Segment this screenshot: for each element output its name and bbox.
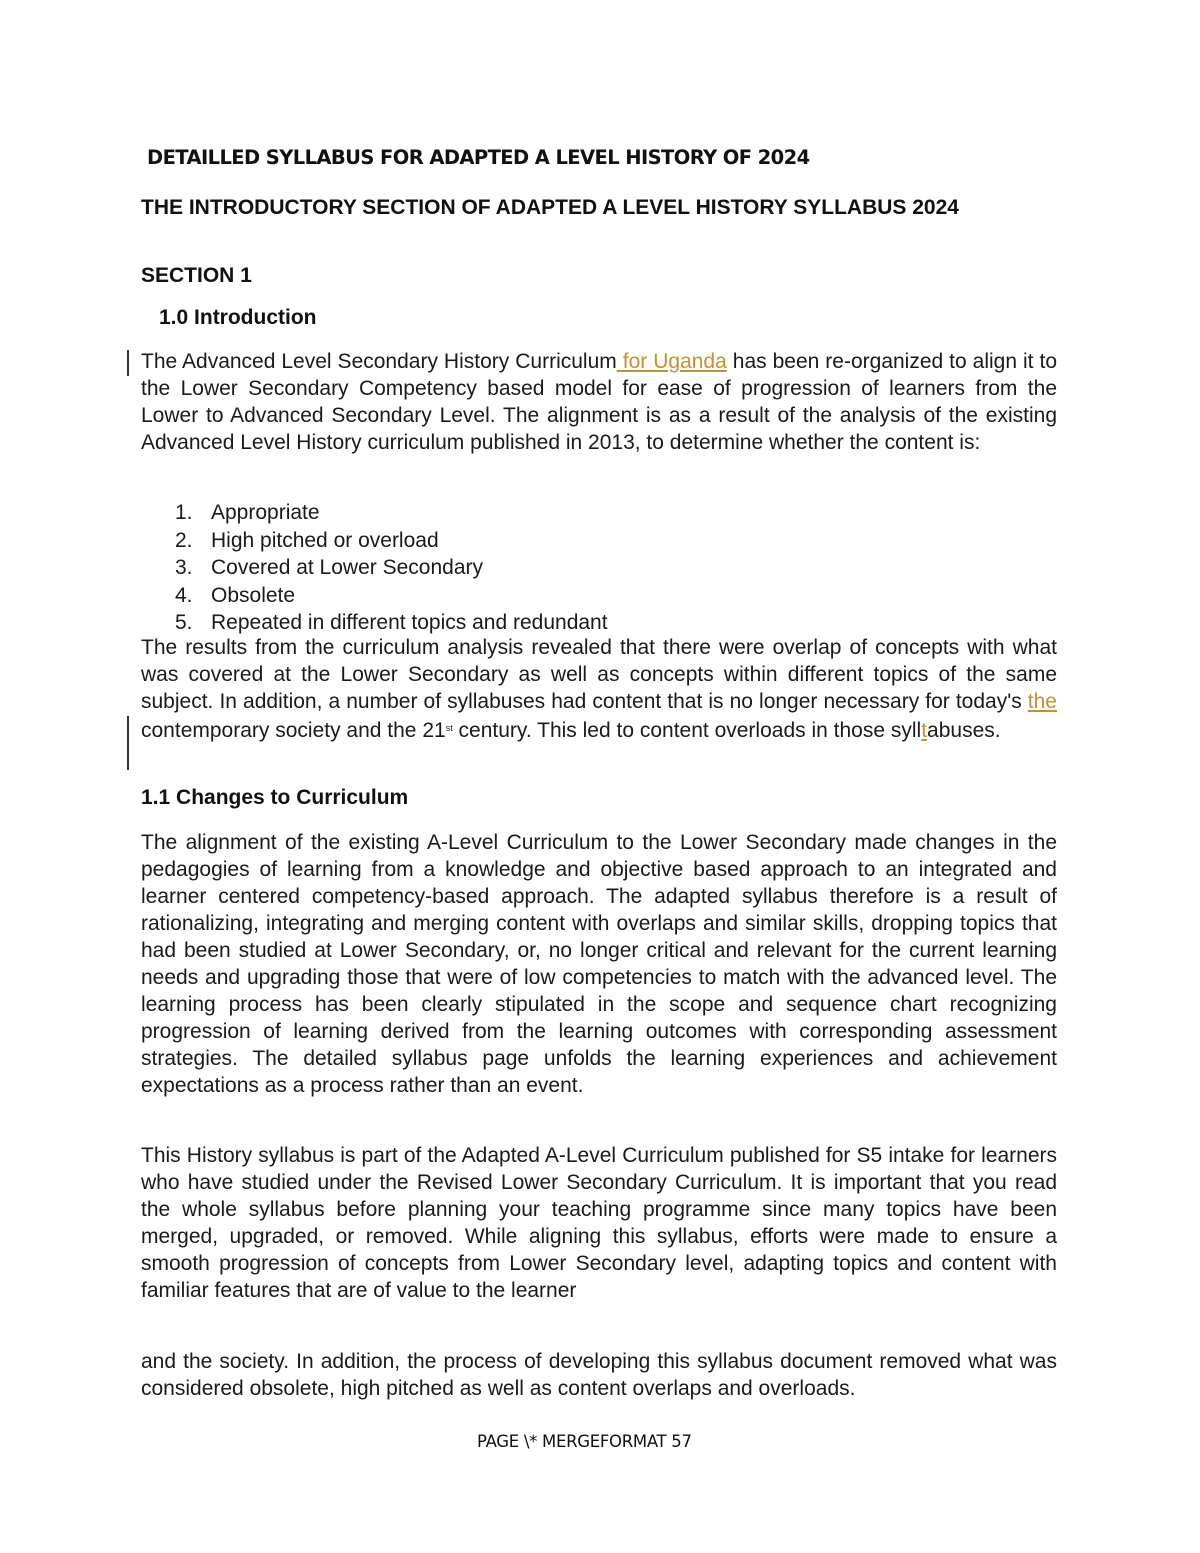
list-item: 4. Obsolete xyxy=(175,583,296,607)
list-item: 5. Repeated in different topics and redundant xyxy=(175,611,608,634)
list-item: 1. Appropriate xyxy=(175,501,320,524)
revision-bar xyxy=(127,350,129,376)
changes-heading: 1.1 Changes to Curriculum xyxy=(141,786,409,809)
page-footer: PAGE \* MERGEFORMAT 57 xyxy=(477,1432,692,1451)
tracked-insertion: the xyxy=(1027,690,1057,713)
list-item: 3. Covered at Lower Secondary xyxy=(175,556,483,579)
intro-text-2: has been re-organized to align it to the Lower Secondary Competency based model for ease of progression of learners from the Lower to Advanced Secondary Level. The alignment is as a result of the analysis of the existing Advanced Level History curriculum published in 2013, to determine whether the content is: xyxy=(141,350,1057,454)
society-paragraph: and the society. In addition, the process of developing this syllabus document removed what was considered obsolete, high pitched as well as content overlaps and overloads. xyxy=(141,1350,1057,1400)
criteria-list xyxy=(141,499,608,637)
tracked-insertion: t xyxy=(921,719,928,742)
intro-heading: THE INTRODUCTORY SECTION OF ADAPTED A LEVEL HISTORY SYLLABUS 2024 xyxy=(141,196,959,219)
intro-text-1: The Advanced Level Secondary History Curriculum xyxy=(141,350,617,373)
changes-paragraph: The alignment of the existing A-Level Curriculum to the Lower Secondary made changes in the pedagogies of learning from a knowledge and objective based approach to an integrated and learner centered competency-based approach. The adapted syllabus therefore is a result of rationalizing, integrating and merging content with overlaps and similar skills, dropping topics that had been studied at Lower Secondary, or, no longer critical and relevant for the current learning needs and upgrading those that were of low competencies to match with the advanced level. The learning process has been clearly stipulated in the scope and sequence chart recognizing progression of learning derived from the learning outcomes with corresponding assessment strategies. The detailed syllabus page unfolds the learning experiences and achievement expectations as a process rather than an event. xyxy=(141,831,1057,1097)
document-title: DETAILLED SYLLABUS FOR ADAPTED A LEVEL HISTORY OF 2024 xyxy=(147,146,810,169)
intro-paragraph xyxy=(141,348,1057,456)
tracked-insertion: for Uganda xyxy=(616,350,727,373)
revision-bar xyxy=(127,716,129,770)
results-paragraph: The results from the curriculum analysis revealed that there were overlap of concepts with what was covered at the Lower Secondary as well as concepts within different topics of the same subject. In addition, a number of syllabuses had content that is no longer necessary for today's the contemporary society and the 21st century. This led to content overloads in those sylltabuses. xyxy=(141,636,1057,742)
list-item: 2. High pitched or overload xyxy=(175,528,439,552)
section-label: SECTION 1 xyxy=(141,264,252,287)
intro-subheading: 1.0 Introduction xyxy=(159,306,317,329)
history-paragraph: This History syllabus is part of the Adapted A-Level Curriculum published for S5 intake for learners who have studied under the Revised Lower Secondary Curriculum. It is important that you read the whole syllabus before planning your teaching programme since many topics have been merged, upgraded, or removed. While aligning this syllabus, efforts were made to ensure a smooth progression of concepts from Lower Secondary level, adapting topics and content with familiar features that are of value to the learner xyxy=(141,1144,1057,1302)
